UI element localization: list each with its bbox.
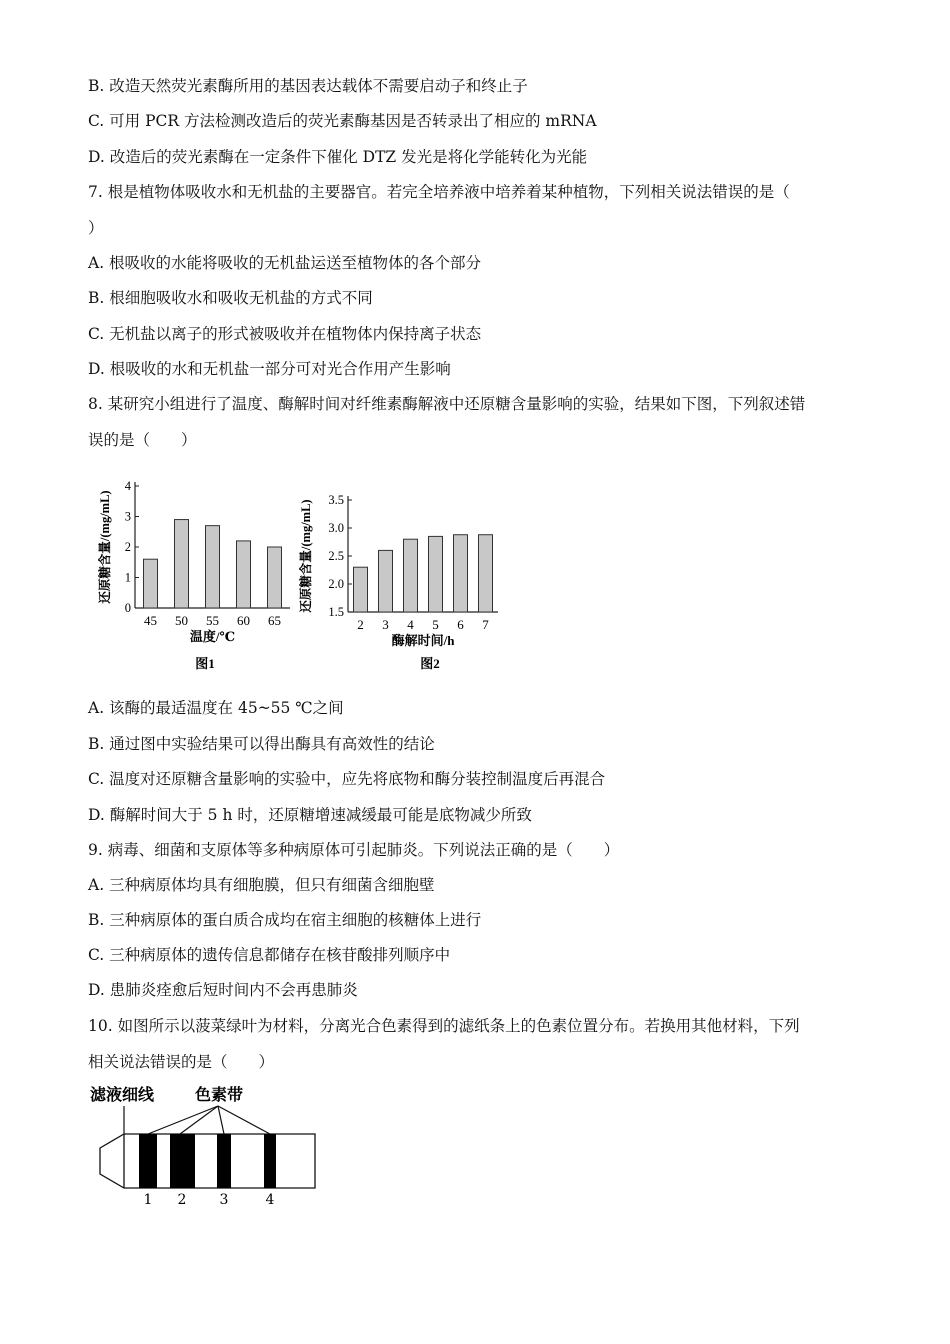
- bar: [454, 535, 468, 612]
- text-line: D. 患肺炎痊愈后短时间内不会再患肺炎: [88, 981, 358, 999]
- x-tick-label: 7: [482, 617, 489, 632]
- text-line: C. 可用 PCR 方法检测改造后的荧光素酶基因是否转录出了相应的 mRNA: [88, 112, 597, 130]
- bar: [144, 559, 158, 608]
- pointer-line-band-3: [218, 1106, 224, 1134]
- pointer-line-band-1: [148, 1106, 218, 1134]
- text-line: ）: [88, 219, 104, 237]
- bar: [206, 526, 220, 608]
- x-axis-label: 温度/℃: [189, 629, 236, 644]
- y-tick-label: 2: [124, 540, 131, 554]
- pointer-line-band-4: [218, 1106, 270, 1134]
- bar: [268, 547, 282, 608]
- x-tick-label: 55: [206, 613, 219, 628]
- pigment-band-4: [264, 1134, 276, 1188]
- chart-fig1-caption: 图1: [195, 656, 215, 671]
- y-tick-label: 2.0: [328, 577, 344, 591]
- text-line: C. 三种病原体的遗传信息都储存在核苷酸排列顺序中: [88, 946, 451, 964]
- text-line: D. 酶解时间大于 5 h 时，还原糖增速减缓最可能是底物减少所致: [88, 806, 532, 824]
- strip-label-pigment-bands: 色素带: [195, 1087, 244, 1104]
- band-number-4: 4: [265, 1192, 275, 1208]
- y-tick-label: 2.5: [328, 549, 344, 563]
- bar: [404, 539, 418, 612]
- y-tick-label: 4: [124, 479, 131, 493]
- x-tick-label: 45: [144, 613, 157, 628]
- y-tick-label: 0: [124, 601, 131, 615]
- text-line: A. 根吸收的水能将吸收的无机盐运送至植物体的各个部分: [88, 254, 482, 272]
- y-tick-label: 1.5: [328, 605, 344, 619]
- x-tick-label: 4: [407, 617, 414, 632]
- chromatography-strip-figure: [90, 1080, 330, 1210]
- x-tick-label: 3: [382, 617, 389, 632]
- x-axis-label: 酶解时间/h: [391, 633, 455, 648]
- text-line: 10. 如图所示以菠菜绿叶为材料，分离光合色素得到的滤纸条上的色素位置分布。若换用其他材料，下列: [88, 1017, 800, 1035]
- band-number-1: 1: [143, 1192, 153, 1208]
- text-line: B. 改造天然荧光素酶所用的基因表达载体不需要启动子和终止子: [88, 77, 528, 95]
- x-tick-label: 2: [357, 617, 364, 632]
- bar: [237, 541, 251, 608]
- bar: [479, 535, 493, 612]
- chart-fig1: [95, 478, 295, 678]
- text-line: D. 根吸收的水和无机盐一部分可对光合作用产生影响: [88, 360, 451, 378]
- y-tick-label: 3.0: [328, 521, 344, 535]
- bar: [379, 550, 393, 612]
- x-tick-label: 60: [237, 613, 250, 628]
- text-line: 误的是（ ）: [88, 431, 197, 449]
- text-line: 8. 某研究小组进行了温度、酶解时间对纤维素酶解液中还原糖含量影响的实验，结果如下图，下列叙述错: [88, 395, 806, 413]
- text-line: 7. 根是植物体吸收水和无机盐的主要器官。若完全培养液中培养着某种植物，下列相关说法错误的是（: [88, 183, 790, 201]
- chart-fig2: [298, 478, 518, 678]
- pigment-band-3: [217, 1134, 231, 1188]
- text-line: B. 三种病原体的蛋白质合成均在宿主细胞的核糖体上进行: [88, 911, 482, 929]
- x-tick-label: 50: [175, 613, 188, 628]
- bar: [429, 536, 443, 612]
- x-tick-label: 6: [457, 617, 464, 632]
- pigment-band-1: [139, 1134, 157, 1188]
- bar: [175, 520, 189, 608]
- text-line: A. 三种病原体均具有细胞膜，但只有细菌含细胞壁: [88, 876, 435, 894]
- y-axis-label: 还原糖含量/(mg/mL): [98, 490, 112, 604]
- text-line: C. 无机盐以离子的形式被吸收并在植物体内保持离子状态: [88, 325, 482, 343]
- band-number-2: 2: [177, 1192, 187, 1208]
- strip-label-filtrate-line: 滤液细线: [90, 1087, 155, 1104]
- x-tick-label: 5: [432, 617, 439, 632]
- band-number-3: 3: [219, 1192, 229, 1208]
- text-line: 9. 病毒、细菌和支原体等多种病原体可引起肺炎。下列说法正确的是（ ）: [88, 841, 620, 859]
- text-line: A. 该酶的最适温度在 45~55 ℃之间: [88, 699, 344, 717]
- text-line: 相关说法错误的是（ ）: [88, 1053, 275, 1071]
- pigment-band-2: [170, 1134, 195, 1188]
- bar: [354, 567, 368, 612]
- x-tick-label: 65: [268, 613, 281, 628]
- chart-fig2-caption: 图2: [420, 656, 440, 671]
- text-line: B. 根细胞吸收水和吸收无机盐的方式不同: [88, 289, 373, 307]
- y-tick-label: 3: [124, 509, 131, 524]
- filter-paper-strip: [100, 1134, 315, 1188]
- pointer-line-band-2: [180, 1106, 218, 1134]
- text-line: D. 改造后的荧光素酶在一定条件下催化 DTZ 发光是将化学能转化为光能: [88, 148, 588, 166]
- text-line: B. 通过图中实验结果可以得出酶具有高效性的结论: [88, 735, 435, 753]
- y-axis-label: 还原糖含量/(mg/mL): [299, 499, 313, 613]
- y-tick-label: 3.5: [328, 493, 344, 507]
- y-tick-label: 1: [124, 570, 131, 585]
- text-line: C. 温度对还原糖含量影响的实验中，应先将底物和酶分装控制温度后再混合: [88, 770, 606, 788]
